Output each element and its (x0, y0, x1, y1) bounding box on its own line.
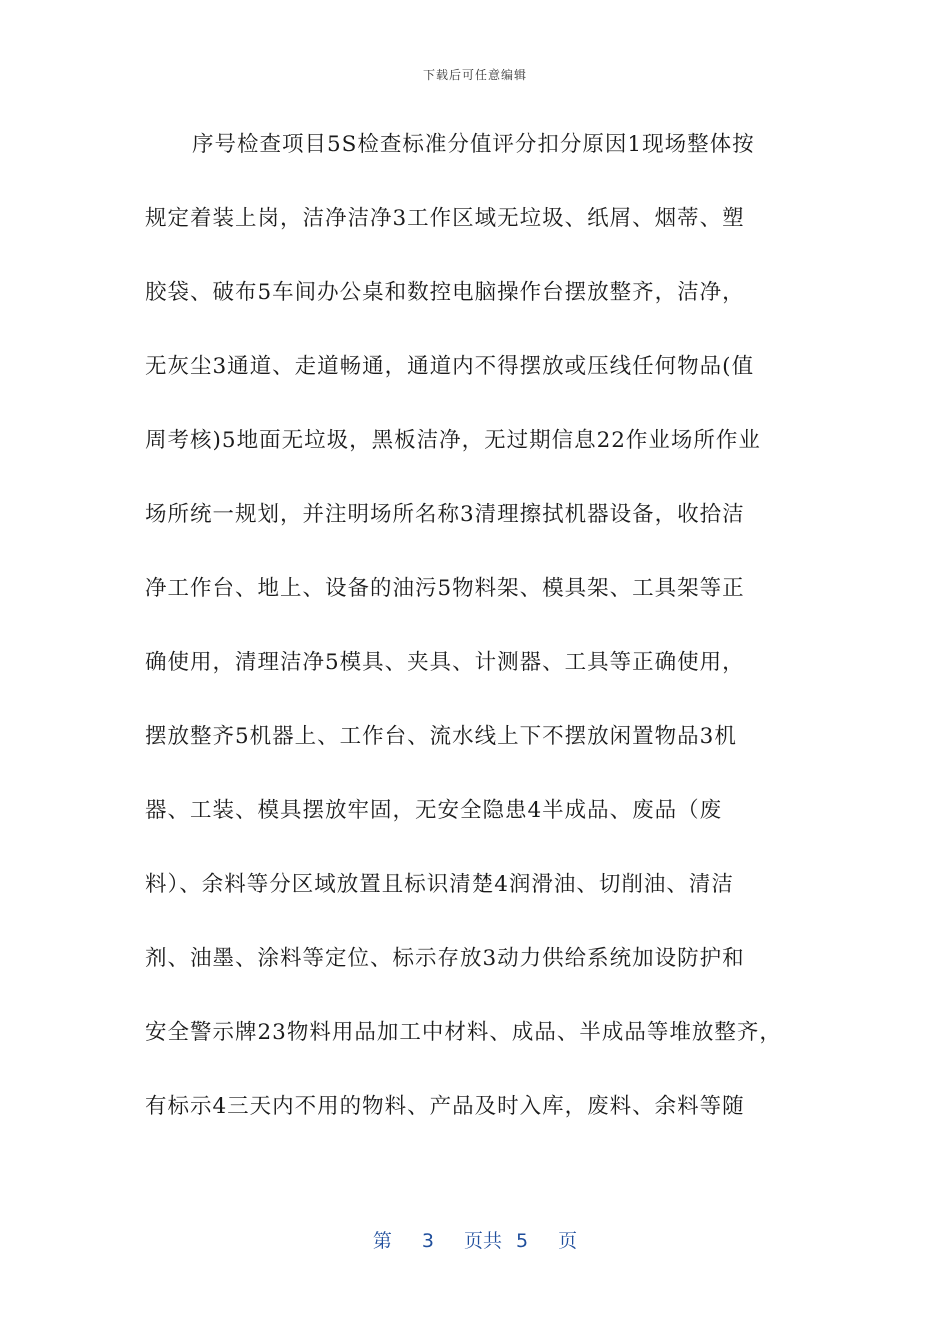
body-line: 料）、余料等分区域放置且标识清楚4润滑油、切削油、清洁 (145, 872, 734, 897)
document-body (145, 125, 815, 1161)
header-note: 下载后可任意编辑 (422, 68, 527, 82)
body-line: 摆放整齐5机器上、工作台、流水线上下不摆放闲置物品3机 (145, 724, 737, 749)
footer-prefix: 第 (372, 1230, 392, 1252)
body-line: 场所统一规划，并注明场所名称3清理擦拭机器设备，收拾洁 (145, 502, 745, 527)
footer-middle: 页共 (463, 1230, 502, 1252)
current-page-number: 3 (421, 1230, 434, 1252)
total-page-number: 5 (516, 1230, 529, 1252)
body-line: 净工作台、地上、设备的油污5物料架、模具架、工具架等正 (145, 576, 745, 601)
body-line: 序号检查项目5S检查标准分值评分扣分原因1现场整体按 (192, 132, 755, 157)
footer-suffix: 页 (558, 1230, 578, 1252)
body-line: 无灰尘3通道、走道畅通，通道内不得摆放或压线任何物品(值 (145, 354, 755, 379)
body-line: 确使用，清理洁净5模具、夹具、计测器、工具等正确使用， (145, 650, 745, 675)
page-footer (0, 1226, 950, 1253)
body-line: 剂、油墨、涂料等定位、标示存放3动力供给系统加设防护和 (145, 946, 745, 971)
body-line: 胶袋、破布5车间办公桌和数控电脑操作台摆放整齐，洁净， (145, 280, 745, 305)
body-line: 有标示4三天内不用的物料、产品及时入库，废料、余料等随 (145, 1094, 745, 1119)
body-line: 安全警示牌23物料用品加工中材料、成品、半成品等堆放整齐， (145, 1020, 782, 1045)
body-line: 周考核)5地面无垃圾，黑板洁净，无过期信息22作业场所作业 (145, 428, 761, 453)
body-line: 规定着装上岗，洁净洁净3工作区域无垃圾、纸屑、烟蒂、塑 (145, 206, 745, 231)
body-line: 器、工装、模具摆放牢固，无安全隐患4半成品、废品（废 (145, 798, 723, 823)
